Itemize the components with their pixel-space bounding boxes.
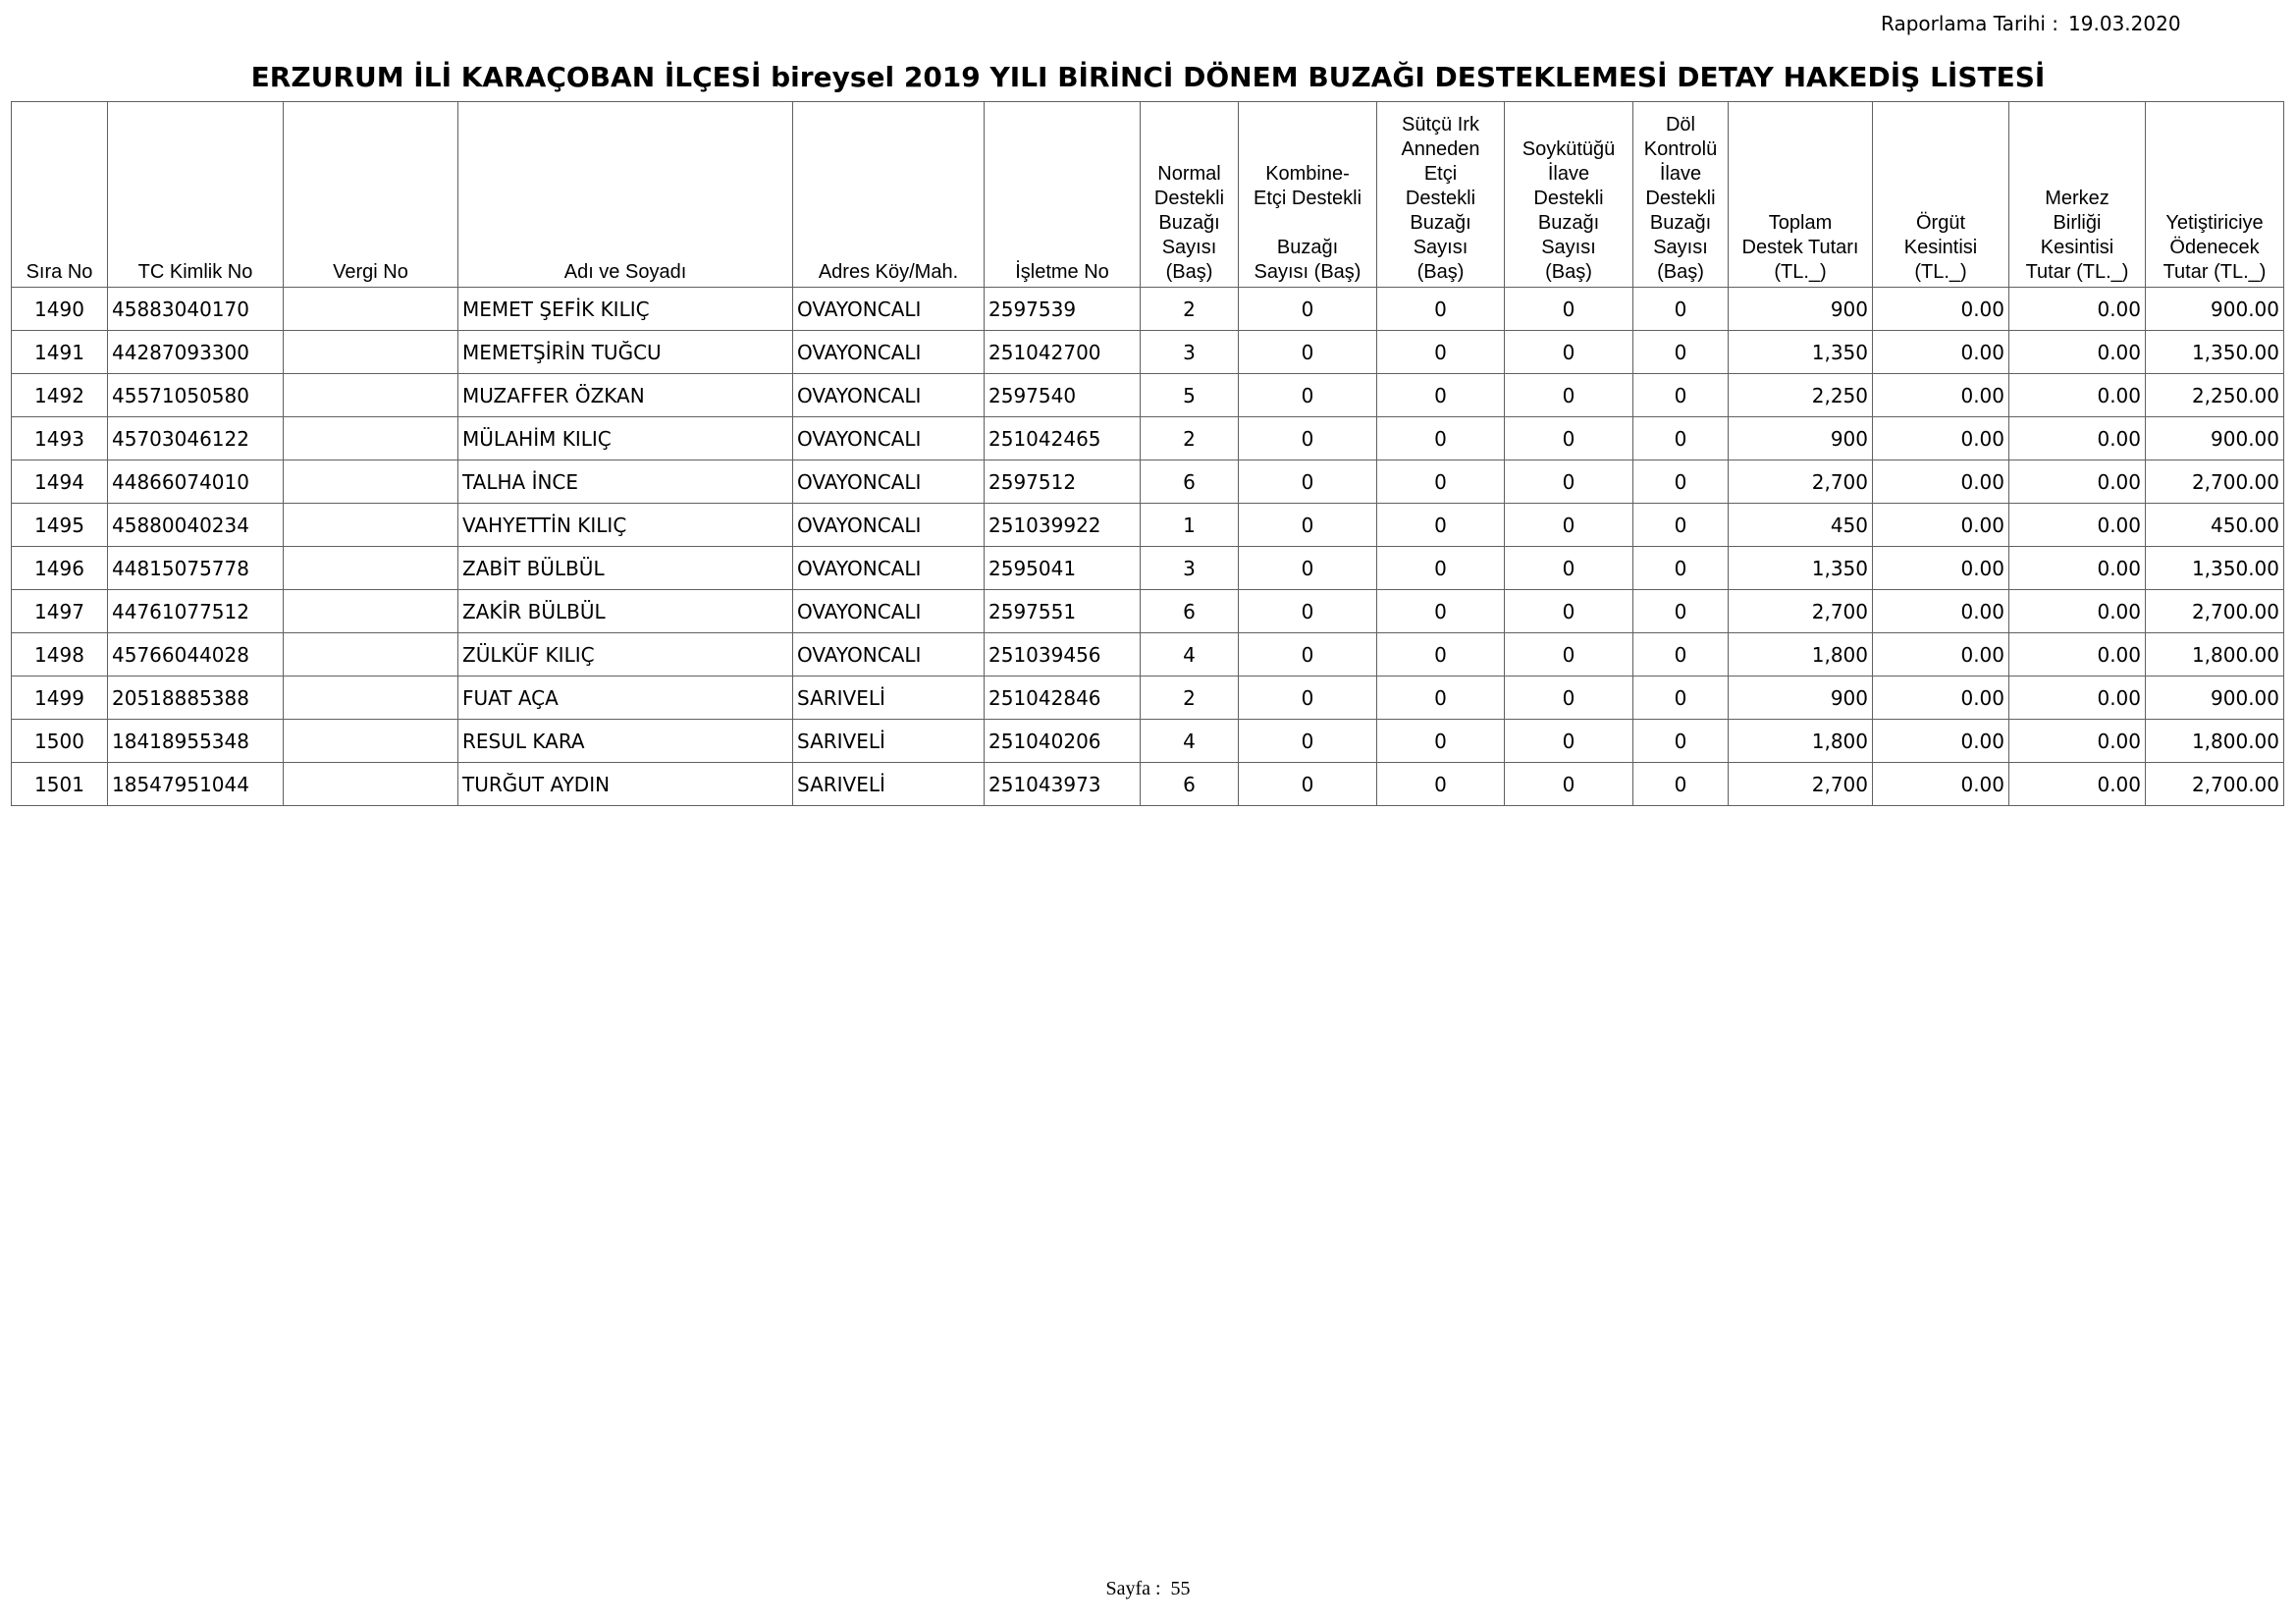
- column-header-line: (Baş): [1165, 261, 1213, 283]
- table-cell: 1496: [12, 547, 108, 590]
- table-cell: 251040206: [985, 720, 1141, 763]
- table-cell: 0.00: [1873, 633, 2009, 677]
- column-header-line: Örgüt: [1915, 212, 1966, 234]
- table-cell: 0: [1505, 374, 1633, 417]
- table-cell: 0: [1633, 547, 1729, 590]
- table-cell: FUAT AÇA: [458, 677, 793, 720]
- table-cell: [284, 677, 458, 720]
- table-cell: 0: [1633, 763, 1729, 806]
- table-cell: 2,700.00: [2146, 460, 2284, 504]
- table-cell: [284, 331, 458, 374]
- column-header-line: Sayısı: [1541, 237, 1596, 258]
- column-header: [108, 102, 284, 288]
- table-cell: 900.00: [2146, 417, 2284, 460]
- table-cell: 450.00: [2146, 504, 2284, 547]
- table-cell: 0.00: [2009, 374, 2146, 417]
- table-cell: 0: [1505, 590, 1633, 633]
- table-cell: [284, 288, 458, 331]
- column-header-line: TC Kimlik No: [137, 261, 253, 283]
- table-cell: OVAYONCALI: [793, 633, 985, 677]
- table-cell: 1501: [12, 763, 108, 806]
- column-header-line: Adres Köy/Mah.: [818, 261, 959, 283]
- table-cell: 2,250: [1729, 374, 1873, 417]
- table-cell: 6: [1141, 460, 1239, 504]
- table-cell: 0: [1505, 504, 1633, 547]
- column-header-line: Buzağı: [1276, 237, 1339, 258]
- table-cell: 0: [1377, 633, 1505, 677]
- table-cell: [284, 460, 458, 504]
- table-cell: 1497: [12, 590, 108, 633]
- table-cell: 0: [1633, 677, 1729, 720]
- column-header-line: Kesintisi: [1903, 237, 1978, 258]
- column-header-line: Döl: [1665, 114, 1695, 135]
- table-cell: 1493: [12, 417, 108, 460]
- column-header-line: Buzağı: [1158, 212, 1220, 234]
- table-cell: 0: [1633, 374, 1729, 417]
- table-cell: 0: [1239, 504, 1377, 547]
- table-cell: 0: [1505, 633, 1633, 677]
- column-header-line: Etçi Destekli: [1253, 188, 1362, 209]
- table-cell: 1494: [12, 460, 108, 504]
- table-cell: 0: [1633, 720, 1729, 763]
- table-cell: 0.00: [2009, 590, 2146, 633]
- column-header-line: Buzağı: [1649, 212, 1712, 234]
- table-row: [12, 633, 2284, 677]
- column-header-line: Normal: [1157, 163, 1221, 185]
- table-cell: [284, 590, 458, 633]
- table-cell: 1,350.00: [2146, 331, 2284, 374]
- table-cell: [284, 504, 458, 547]
- table-cell: 0.00: [2009, 720, 2146, 763]
- table-cell: OVAYONCALI: [793, 590, 985, 633]
- table-cell: 1491: [12, 331, 108, 374]
- column-header: [1633, 102, 1729, 288]
- table-cell: OVAYONCALI: [793, 331, 985, 374]
- table-cell: 0: [1633, 633, 1729, 677]
- column-header-line: Destekli: [1405, 188, 1476, 209]
- table-cell: 450: [1729, 504, 1873, 547]
- table-cell: 45880040234: [108, 504, 284, 547]
- table-cell: 2595041: [985, 547, 1141, 590]
- table-cell: 1,800: [1729, 633, 1873, 677]
- column-header-line: (TL._): [1774, 261, 1827, 283]
- table-cell: ZAKİR BÜLBÜL: [458, 590, 793, 633]
- table-cell: 900.00: [2146, 677, 2284, 720]
- table-cell: 6: [1141, 763, 1239, 806]
- table-cell: 0: [1505, 677, 1633, 720]
- table-cell: 0.00: [2009, 547, 2146, 590]
- table-cell: 2,700: [1729, 460, 1873, 504]
- table-row: [12, 720, 2284, 763]
- table-cell: ZÜLKÜF KILIÇ: [458, 633, 793, 677]
- table-cell: 45571050580: [108, 374, 284, 417]
- column-header-line: Birliği: [2053, 212, 2102, 234]
- table-cell: 0: [1239, 417, 1377, 460]
- column-header-line: İlave: [1659, 163, 1702, 185]
- table-cell: 1500: [12, 720, 108, 763]
- column-header-line: Destek Tutarı: [1741, 237, 1859, 258]
- table-cell: 1: [1141, 504, 1239, 547]
- column-header-line: Merkez: [2045, 188, 2109, 209]
- table-cell: OVAYONCALI: [793, 460, 985, 504]
- column-header-line: Buzağı: [1410, 212, 1471, 234]
- table-cell: 44761077512: [108, 590, 284, 633]
- table-cell: 0: [1239, 590, 1377, 633]
- table-cell: 900: [1729, 288, 1873, 331]
- table-cell: 2: [1141, 677, 1239, 720]
- column-header-line: Toplam: [1768, 212, 1833, 234]
- table-cell: 0: [1505, 417, 1633, 460]
- table-cell: 2597551: [985, 590, 1141, 633]
- column-header: [985, 102, 1141, 288]
- table-cell: 0: [1505, 720, 1633, 763]
- table-cell: 0.00: [1873, 590, 2009, 633]
- table-cell: 2,250.00: [2146, 374, 2284, 417]
- column-header-line: Sayısı: [1161, 237, 1217, 258]
- table-cell: 44866074010: [108, 460, 284, 504]
- table-cell: 2597540: [985, 374, 1141, 417]
- table-cell: OVAYONCALI: [793, 374, 985, 417]
- table-cell: 0: [1377, 374, 1505, 417]
- table-cell: 1490: [12, 288, 108, 331]
- table-cell: MÜLAHİM KILIÇ: [458, 417, 793, 460]
- table-cell: [284, 763, 458, 806]
- table-cell: 0: [1505, 763, 1633, 806]
- table-cell: 4: [1141, 633, 1239, 677]
- table-cell: 0: [1377, 547, 1505, 590]
- table-cell: 251039922: [985, 504, 1141, 547]
- table-cell: [284, 547, 458, 590]
- table-cell: 5: [1141, 374, 1239, 417]
- table-cell: 0.00: [2009, 417, 2146, 460]
- table-cell: 900: [1729, 677, 1873, 720]
- column-header-line: Kombine-: [1265, 163, 1350, 185]
- column-header: [284, 102, 458, 288]
- table-cell: 0.00: [2009, 504, 2146, 547]
- table-cell: 20518885388: [108, 677, 284, 720]
- table-cell: 0: [1377, 460, 1505, 504]
- table-cell: 0: [1239, 720, 1377, 763]
- table-cell: 0: [1505, 547, 1633, 590]
- table-cell: 1499: [12, 677, 108, 720]
- report-date-label: Raporlama Tarihi :: [1881, 12, 2059, 35]
- table-cell: 0.00: [1873, 504, 2009, 547]
- table-cell: 0: [1633, 288, 1729, 331]
- table-cell: 45703046122: [108, 417, 284, 460]
- table-cell: OVAYONCALI: [793, 547, 985, 590]
- column-header: [1873, 102, 2009, 288]
- table-cell: 2: [1141, 288, 1239, 331]
- table-cell: [284, 374, 458, 417]
- table-cell: SARIVELİ: [793, 677, 985, 720]
- table-cell: 251039456: [985, 633, 1141, 677]
- table-cell: 0: [1633, 460, 1729, 504]
- table-cell: TALHA İNCE: [458, 460, 793, 504]
- table-cell: MUZAFFER ÖZKAN: [458, 374, 793, 417]
- column-header: [1505, 102, 1633, 288]
- table-cell: 0.00: [2009, 763, 2146, 806]
- table-cell: MEMETŞİRİN TUĞCU: [458, 331, 793, 374]
- table-row: [12, 417, 2284, 460]
- column-header-line: Destekli: [1645, 188, 1716, 209]
- column-header-line: Sayısı (Baş): [1254, 261, 1362, 283]
- column-header: [793, 102, 985, 288]
- table-cell: 45883040170: [108, 288, 284, 331]
- table-cell: 0.00: [2009, 460, 2146, 504]
- table-cell: OVAYONCALI: [793, 504, 985, 547]
- table-cell: 2,700.00: [2146, 590, 2284, 633]
- table-row: [12, 331, 2284, 374]
- column-header: [458, 102, 793, 288]
- table-header-row: [12, 102, 2284, 288]
- table-cell: 2,700: [1729, 590, 1873, 633]
- table-cell: 18547951044: [108, 763, 284, 806]
- table-cell: 0: [1505, 288, 1633, 331]
- table-cell: 18418955348: [108, 720, 284, 763]
- table-cell: 0: [1633, 417, 1729, 460]
- table-cell: 1,350.00: [2146, 547, 2284, 590]
- table-cell: 0.00: [2009, 633, 2146, 677]
- table-cell: MEMET ŞEFİK KILIÇ: [458, 288, 793, 331]
- table-cell: 1,350: [1729, 547, 1873, 590]
- table-cell: 2597512: [985, 460, 1141, 504]
- table-cell: 0.00: [1873, 677, 2009, 720]
- table-row: [12, 590, 2284, 633]
- payment-detail-table: [11, 101, 2284, 806]
- column-header-line: Destekli: [1153, 188, 1225, 209]
- table-cell: 0.00: [1873, 374, 2009, 417]
- table-cell: 0: [1239, 677, 1377, 720]
- table-row: [12, 547, 2284, 590]
- table-cell: 0.00: [1873, 417, 2009, 460]
- table-row: [12, 504, 2284, 547]
- table-row: [12, 677, 2284, 720]
- column-header-line: Kontrolü: [1643, 138, 1718, 160]
- column-header-line: İlave: [1547, 163, 1590, 185]
- table-cell: 1498: [12, 633, 108, 677]
- table-cell: 0: [1377, 590, 1505, 633]
- table-cell: 0: [1239, 763, 1377, 806]
- column-header-line: [1243, 211, 1372, 236]
- column-header: [2146, 102, 2284, 288]
- page-value: 55: [1170, 1578, 1191, 1599]
- table-cell: 0: [1377, 677, 1505, 720]
- table-cell: 4: [1141, 720, 1239, 763]
- report-date-value: 19.03.2020: [2068, 12, 2181, 35]
- column-header-line: (TL._): [1914, 261, 1967, 283]
- table-cell: RESUL KARA: [458, 720, 793, 763]
- column-header: [1239, 102, 1377, 288]
- table-cell: 0: [1633, 504, 1729, 547]
- table-cell: 2,700: [1729, 763, 1873, 806]
- table-row: [12, 763, 2284, 806]
- column-header-line: (Baş): [1657, 261, 1704, 283]
- table-row: [12, 460, 2284, 504]
- column-header-line: İşletme No: [1015, 261, 1109, 283]
- table-cell: 1,800.00: [2146, 720, 2284, 763]
- column-header-line: Tutar (TL._): [2025, 261, 2129, 283]
- column-header-line: (Baş): [1416, 261, 1465, 283]
- column-header: [2009, 102, 2146, 288]
- table-cell: 44815075778: [108, 547, 284, 590]
- page-number: [0, 1578, 2296, 1600]
- column-header-line: Sayısı: [1653, 237, 1708, 258]
- column-header: [12, 102, 108, 288]
- table-cell: 0: [1377, 763, 1505, 806]
- table-cell: 0.00: [1873, 460, 2009, 504]
- table-cell: [284, 417, 458, 460]
- table-cell: 0: [1239, 547, 1377, 590]
- table-cell: 0: [1505, 331, 1633, 374]
- column-header-line: Soykütüğü: [1522, 138, 1616, 160]
- table-cell: 0: [1239, 288, 1377, 331]
- table-cell: 251042465: [985, 417, 1141, 460]
- table-cell: 0: [1633, 590, 1729, 633]
- column-header-line: Ödenecek: [2169, 237, 2260, 258]
- table-cell: 0: [1505, 460, 1633, 504]
- table-cell: OVAYONCALI: [793, 417, 985, 460]
- table-cell: 0.00: [2009, 331, 2146, 374]
- column-header-line: Etçi: [1423, 163, 1458, 185]
- table-cell: 45766044028: [108, 633, 284, 677]
- column-header-line: Kesintisi: [2040, 237, 2114, 258]
- table-cell: 0: [1239, 460, 1377, 504]
- table-cell: 900: [1729, 417, 1873, 460]
- table-row: [12, 374, 2284, 417]
- column-header-line: Destekli: [1533, 188, 1604, 209]
- table-cell: 0.00: [2009, 288, 2146, 331]
- table-cell: 0.00: [1873, 288, 2009, 331]
- table-cell: 1,350: [1729, 331, 1873, 374]
- table-cell: 1,800: [1729, 720, 1873, 763]
- table-cell: 0: [1377, 417, 1505, 460]
- column-header-line: (Baş): [1545, 261, 1592, 283]
- table-cell: OVAYONCALI: [793, 288, 985, 331]
- table-cell: [284, 720, 458, 763]
- table-cell: 0.00: [1873, 763, 2009, 806]
- table-cell: 2,700.00: [2146, 763, 2284, 806]
- table-cell: 0: [1377, 331, 1505, 374]
- table-cell: 0: [1239, 374, 1377, 417]
- page-label: Sayfa :: [1105, 1578, 1161, 1599]
- table-cell: TURĞUT AYDIN: [458, 763, 793, 806]
- table-cell: 0: [1633, 331, 1729, 374]
- table-cell: 0: [1239, 633, 1377, 677]
- table-cell: 2: [1141, 417, 1239, 460]
- column-header-line: Buzağı: [1537, 212, 1600, 234]
- table-cell: SARIVELİ: [793, 763, 985, 806]
- table-cell: 0.00: [2009, 677, 2146, 720]
- table-cell: 0: [1239, 331, 1377, 374]
- table-cell: 3: [1141, 547, 1239, 590]
- column-header-line: Sayısı: [1413, 237, 1468, 258]
- table-cell: 0: [1377, 504, 1505, 547]
- column-header-line: Sütçü Irk: [1402, 114, 1479, 135]
- table-row: [12, 288, 2284, 331]
- table-cell: 3: [1141, 331, 1239, 374]
- table-cell: 1492: [12, 374, 108, 417]
- column-header-line: Anneden: [1401, 138, 1480, 160]
- column-header: [1141, 102, 1239, 288]
- table-cell: 44287093300: [108, 331, 284, 374]
- table-cell: SARIVELİ: [793, 720, 985, 763]
- table-cell: 0: [1377, 288, 1505, 331]
- column-header: [1729, 102, 1873, 288]
- report-date: [1881, 12, 2181, 35]
- table-cell: [284, 633, 458, 677]
- table-cell: ZABİT BÜLBÜL: [458, 547, 793, 590]
- table-cell: 0: [1377, 720, 1505, 763]
- table-cell: VAHYETTİN KILIÇ: [458, 504, 793, 547]
- report-title: ERZURUM İLİ KARAÇOBAN İLÇESİ bireysel 2019 YILI BİRİNCİ DÖNEM BUZAĞI DESTEKLEMESİ DETAY HAKEDİŞ LİSTESİ: [250, 61, 2046, 93]
- table-cell: 251042700: [985, 331, 1141, 374]
- table-cell: 900.00: [2146, 288, 2284, 331]
- column-header-line: Tutar (TL._): [2163, 261, 2267, 283]
- table-cell: 1,800.00: [2146, 633, 2284, 677]
- table-cell: 1495: [12, 504, 108, 547]
- table-cell: 6: [1141, 590, 1239, 633]
- table-cell: 0.00: [1873, 331, 2009, 374]
- table-cell: 251042846: [985, 677, 1141, 720]
- column-header: [1377, 102, 1505, 288]
- column-header-line: Sıra No: [26, 261, 93, 283]
- column-header-line: Yetiştiriciye: [2165, 212, 2264, 234]
- table-cell: 251043973: [985, 763, 1141, 806]
- column-header-line: Vergi No: [333, 261, 408, 283]
- column-header-line: Adı ve Soyadı: [563, 261, 687, 283]
- table-cell: 0.00: [1873, 720, 2009, 763]
- table-cell: 2597539: [985, 288, 1141, 331]
- table-cell: 0.00: [1873, 547, 2009, 590]
